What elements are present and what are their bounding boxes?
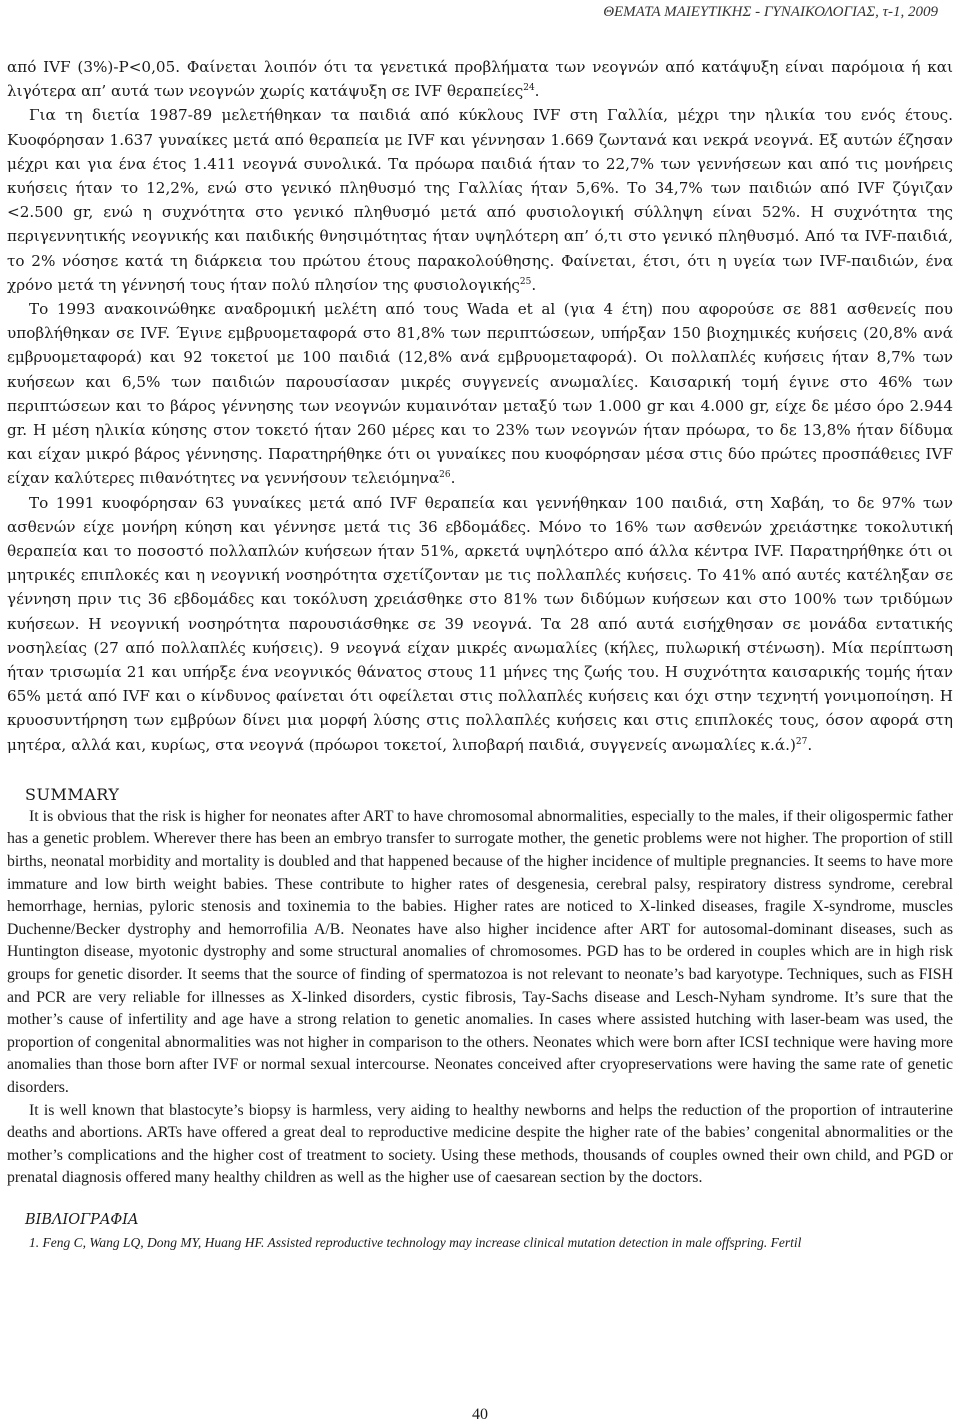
reference-25: 25 [519,276,532,287]
summary-section [7,806,953,1190]
greek-paragraph-1: από IVF (3%)-P<0,05. Φαίνεται λοιπόν ότι τα γενετικά προβλήματα των νεογνών από κατάψυξη είναι παρόμοια ή και λιγότερα απ’ αυτά των νεογνών χωρίς κατάψυξη σε IVF θεραπείες$^{24}$. [7,58,953,101]
greek-paragraph-2: Για τη διετία 1987-89 μελετήθηκαν τα παιδιά από κύκλους IVF στη Γαλλία, μέχρι την ηλικία του ενός έτους. Κυοφόρησαν 1.637 γυναίκες μετά από θεραπεία με IVF και γέννησαν 1.669 ζωντανά και νεκρά νεογνά. Εξ αυτών έζησαν μέχρι και για ένα έτος 1.411 νεογνά συνολικά. Τα πρόωρα παιδιά ήταν το 22,7% των γεννήσεων και από τις μονήρεις κυήσεις ήταν το 12,2%, ενώ στο γενικό πληθυσμό της Γαλλίας ήταν 5,6%. Το 34,7% των παιδιών από IVF ζύγιζαν <2.500 gr, ενώ η συχνότητα στο γενικό πληθυσμό μετά από φυσιολογική σύλληψη είναι 52%. Η συχνότητα της περιγεννητικής νεογνικής και παιδικής θνησιμότητας ήταν υψηλότερη απ’ ό,τι στο γενικό πληθυσμό. Από τα IVF-παιδιά, το 2% νόσησε κατά τη διάρκεια του πρώτου έτους παρακολούθησης. Φαίνεται, έτσι, ότι η υγεία των IVF-παιδιών, ένα χρόνο μετά τη γέννησή τους ήταν πολύ πλησίον της φυσιολογικής$^{25}$. [7,106,953,294]
reference-26: 26 [439,470,451,481]
summary-heading: SUMMARY [25,784,120,804]
bibliography-item-1: 1. Feng C, Wang LQ, Dong MY, Huang HF. Assisted reproductive technology may increase clinical mutation detection in male offspring. Fertil [29,1234,802,1250]
summary-paragraph-2: It is well known that blastocyte’s biopsy is harmless, very aiding to healthy newborns and helps the reduction of the proportion of intrauterine deaths and abortions. ARTs have offered a great deal to reproductive medicine despite the higher rate of the babies’ congenital abnormalities or the mother’s complications and the higher cost of treatment to society. Using these methods, thousands of couples owned their own child, and PGD or prenatal diagnosis offered many healthy children as well as the higher use of caesarean section by the doctors. [7,1101,953,1187]
reference-27: 27 [795,736,808,747]
page-number: 40 [472,1406,488,1423]
greek-paragraph-3: Το 1993 ανακοινώθηκε αναδρομική μελέτη από τους Wada et al (για 4 έτη) που αφορούσε σε 881 ασθενείς που υποβλήθηκαν σε IVF. Έγινε εμβρυομεταφορά στο 81,8% των περιπτώσεων, υπήρξαν 150 βιοχημικές κυήσεις (20,8% ανά εμβρυομεταφορά) και 92 τοκετοί με 100 παιδιά (12,8% ανά εμβρυομεταφορά). Οι πολλαπλές κυήσεις ήταν 8,7% των κυήσεων και 6,5% των παιδιών παρουσίασαν μικρές συγγενείς ανωμαλίες. Καισαρική τομή έγινε στο 46% των περιπτώσεων και το βάρος γέννησης των νεογνών κυμαινόταν μεταξύ των 1.000 gr και 4.000 gr, είχε δε μέσο όρο 2.944 gr. Η μέση ηλικία κύησης στον τοκετό ήταν 260 μέρες και το 23% των νεογνών ήταν πρόωρα, το δε 13,8% ήταν δίδυμα και είχαν μικρό βάρος γέννησης. Παρατηρήθηκε ότι οι γυναίκες που κυοφόρησαν μέσα στις δύο πρώτες προσπάθειες IVF είχαν καλύτερες πιθανότητες να γεννήσουν τελειόμηνα$^{26}$. [7,300,953,488]
greek-paragraph-4: Το 1991 κυοφόρησαν 63 γυναίκες μετά από IVF θεραπεία και γεννήθηκαν 100 παιδιά, στη Χαβάη, το δε 97% των ασθενών είχε μονήρη κύηση και γέννησε μετά τις 36 εβδομάδες. Μόνο το 16% των ασθενών χρειάστηκε τοκολυτική θεραπεία και το ποσοστό πολλαπλών κυήσεων ήταν 51%, αρκετά υψηλότερο από άλλα κέντρα IVF. Παρατηρήθηκε ότι οι μητρικές επιπλοκές και η νεογνική νοσηρότητα σχετίζονταν με τις πολλαπλές κυήσεις. Το 41% από αυτές κατέληξαν σε γέννηση πριν τις 36 εβδομάδες και τοκόλυση χρειάσθηκε στο 81% των διδύμων κυήσεων και στο 100% των τριδύμων κυήσεων. Η νεογνική νοσηρότητα παρουσιάσθηκε σε 39 νεογνά. Τα 28 από αυτά εισήχθησαν σε μονάδα εντατικής νοσηλείας (27 από πολλαπλές κυήσεις). 9 νεογνά είχαν μικρές ανωμαλίες (κήλες, πυλωρική στένωση). Μία περίπτωση ήταν τρισωμία 21 και υπήρξε ένα νεογνικός θάνατος στους 11 μήνες της ζωής του. Η συχνότητα καισαρικής τομής ήταν 65% μετά από IVF και ο κίνδυνος φαίνεται ότι οφείλεται στις πολλαπλές κυήσεις και όχι στην τεχνητή γονιμοποίηση. Η κρυοσυντήρηση των εμβρύων δίνει μια μορφή λύσης στις πολλαπλές κυήσεις και στις επιπλοκές τους, όσον αφορά στη μητέρα, αλλά και, κυρίως, στα νεογνά (πρόωροι τοκετοί, λιποβαρή παιδιά, συγγενείς ανωμαλίες κ.ά.)$^{27}$. [7,493,953,754]
summary-paragraph-1: It is obvious that the risk is higher for neonates after ART to have chromosomal abnormalities, especially to the males, if their oligospermic father has a genetic problem. Wherever there has been an embryo transfer to surrogate mother, the genetic problems were not higher. The proportion of still births, neonatal morbidity and mortality is doubled and that happened because of the higher incidence of multiple pregnancies. It seems to have more immature and low birth weight babies. These contribute to higher rates of desgenesia, cerebral palsy, respiratory distress syndrome, cerebral hemorrhage, hernias, pyloric stenosis and toxinemia to the babies. Higher rates are noticed to X-linked diseases, fragile X-syndrome, muscles Duchenne/Becker dystrophy and hemorrofilia A/B. Neonates have also higher incidence after ART for autosomal-dominant diseases, such as Huntington disease, myotonic dystrophy and some structural anomalies of chromosomes. PGD has to be ordered in couples which are in high risk groups for genetic disorder. It seems that the source of finding of spermatozoa is not relevant to neonate’s bad karyotype. Techniques, such as FISH and PCR are very reliable for illnesses as X-linked disorders, cystic fibrosis, Tay-Sachs disease and Lesch-Nyham syndrome. It’s sure that the mother’s cause of infertility and age have a strong relation to genetic anomalies. In cases where assisted hutching with laser-beam was used, the proportion of congenital abnormalities was not higher in comparison to the others. Neonates which were born after ICSI technique were having more anomalies than those born after IVF or normal sexual intercourse. Neonates conceived after cryopreservations were having the same rate of genetic disorders. [7,807,953,1097]
bibliography-heading: ΒΙΒΛΙΟΓΡΑΦΙΑ [25,1211,139,1228]
reference-24: 24 [523,83,535,94]
article-body [7,55,953,1252]
running-header: ΘΕΜΑΤΑ ΜΑΙΕΥΤΙΚΗΣ - ΓΥΝΑΙΚΟΛΟΓΙΑΣ, τ-1, 2009 [603,4,938,20]
